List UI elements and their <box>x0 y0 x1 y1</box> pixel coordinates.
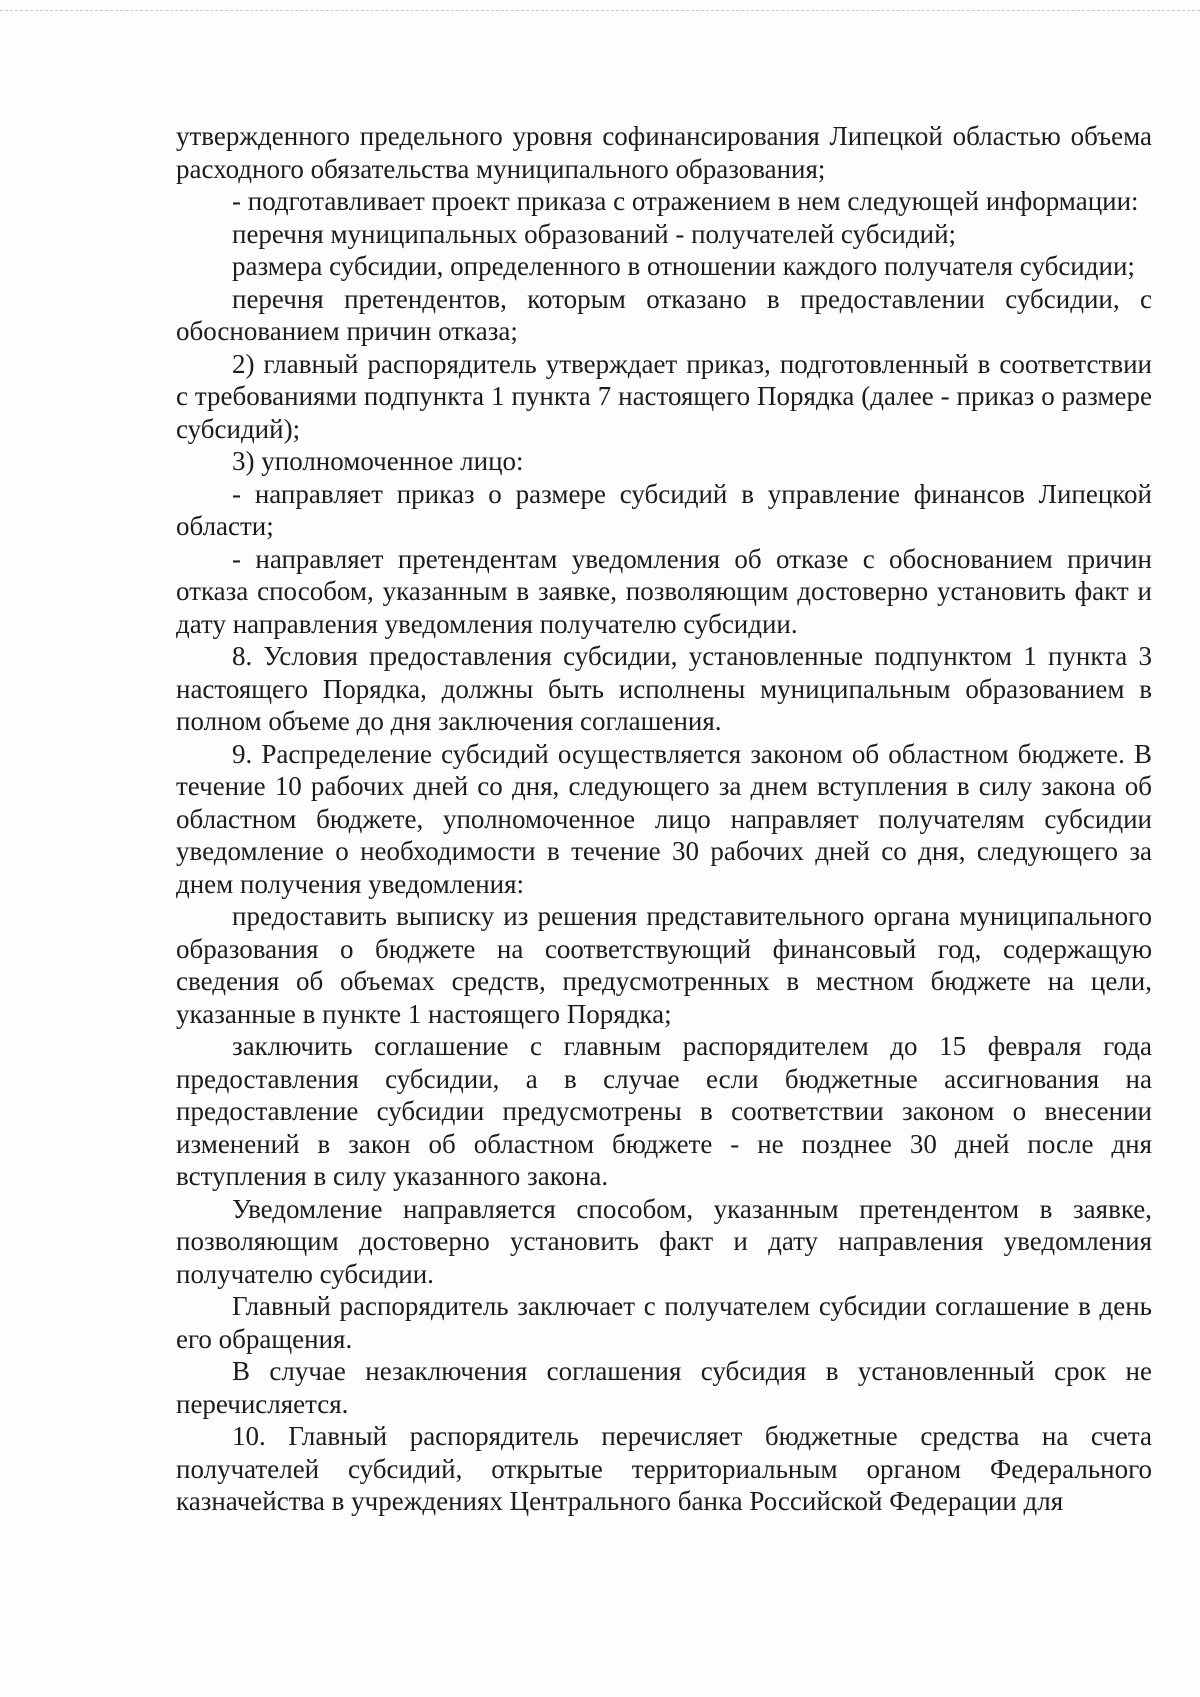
paragraph-17: 10. Главный распорядитель перечисляет бюджетные средства на счета получателей субсидий, открытые территориальным органом Федерального казначейства в учреждениях Центрального банка Российской Федерации для <box>176 1421 1152 1516</box>
paragraph-2: - подготавливает проект приказа с отражением в нем следующей информации: <box>232 186 1139 216</box>
paragraph-8: - направляет приказ о размере субсидий в управление финансов Липецкой области; <box>176 478 1152 541</box>
paragraph-3: перечня муниципальных образований - получателей субсидий; <box>232 218 957 249</box>
paragraph-6: 2) главный распорядитель утверждает приказ, подготовленный в соответствии с требованиями подпункта 1 пункта 7 настоящего Порядка (далее - приказ о размере субсидий); <box>176 348 1152 444</box>
paragraph-14: Уведомление направляется способом, указанным претендентом в заявке, позволяющим достоверно установить факт и дату направления уведомления получателю субсидии. <box>176 1193 1152 1289</box>
paragraph-1: утвержденного предельного уровня софинансирования Липецкой областью объема расходного обязательства муниципального образования; <box>176 121 1152 184</box>
document-text <box>176 120 1152 1518</box>
paragraph-5: перечня претендентов, которым отказано в предоставлении субсидии, с обоснованием причин отказа; <box>176 283 1152 346</box>
paragraph-11: 9. Распределение субсидий осуществляется законом об областном бюджете. В течение 10 рабочих дней со дня, следующего за днем вступления в силу закона об областном бюджете, уполномоченное лицо направляет получателям субсидии уведомление о необходимости в течение 30 рабочих дней со дня, следующего за днем получения уведомления: <box>176 738 1152 899</box>
paragraph-10: 8. Условия предоставления субсидии, установленные подпунктом 1 пункта 3 настоящего Порядка, должны быть исполнены муниципальным образованием в полном объеме до дня заключения соглашения. <box>176 641 1152 736</box>
paragraph-12: предоставить выписку из решения представительного органа муниципального образования о бюджете на соответствующий финансовый год, содержащую сведения об объемах средств, предусмотренных в местном бюджете на цели, указанные в пункте 1 настоящего Порядка; <box>176 901 1152 1029</box>
paragraph-9: - направляет претендентам уведомления об отказе с обоснованием причин отказа способом, указанным в заявке, позволяющим достоверно установить факт и дату направления уведомления получателю субсидии. <box>176 543 1152 639</box>
paragraph-15: Главный распорядитель заключает с получателем субсидии соглашение в день его обращения. <box>176 1291 1152 1354</box>
paragraph-4: размера субсидии, определенного в отношении каждого получателя субсидии; <box>232 251 1135 281</box>
paragraph-7: 3) уполномоченное лицо: <box>232 446 524 476</box>
scan-top-edge <box>0 10 1200 11</box>
paragraph-13: заключить соглашение с главным распорядителем до 15 февраля года предоставления субсидии, а в случае если бюджетные ассигнования на предоставление субсидии предусмотрены в соответствии законом о внесении изменений в закон об областном бюджете - не позднее 30 дней после дня вступления в силу указанного закона. <box>176 1031 1152 1191</box>
paragraph-16: В случае незаключения соглашения субсидия в установленный срок не перечисляется. <box>176 1356 1152 1419</box>
